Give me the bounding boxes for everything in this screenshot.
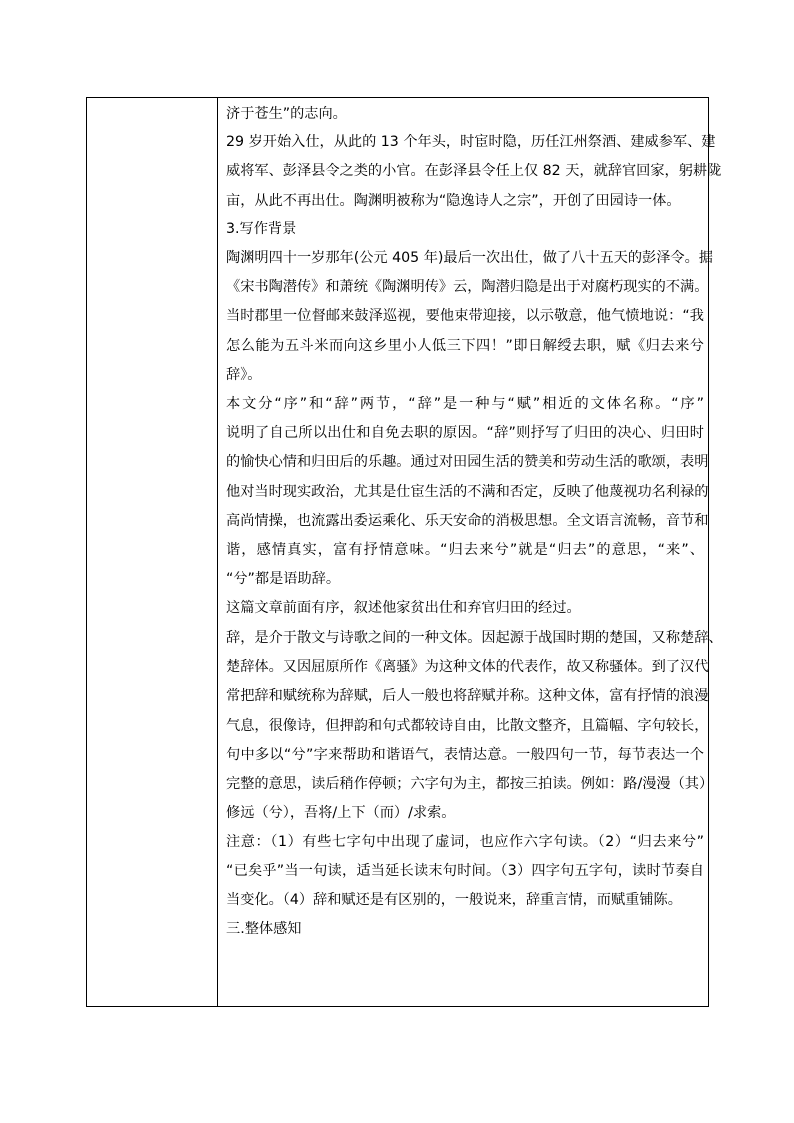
text-line: 当时郡里一位督邮来鼓泽巡视，要他束带迎接，以示敬意，他气愤地说：“我	[226, 308, 704, 324]
text-line: 高尚情操，也流露出委运乘化、乐天安命的消极思想。全文语言流畅，音节和	[226, 513, 709, 529]
text-line: 29 岁开始入仕，从此的 13 个年头，时宦时隐，历任江州祭酒、建威参军、建	[226, 134, 716, 150]
table-left-column	[87, 98, 218, 1006]
text-line: 怎么能为五斗米而向这乡里小人低三下四！”即日解绶去职，赋《归去来兮	[226, 338, 704, 354]
text-line: 这篇文章前面有序，叙述他家贫出仕和弃官归田的经过。	[226, 600, 581, 616]
text-line: 气息，很像诗，但押韵和句式都较诗自由，比散文整齐，且篇幅、字句较长，	[226, 718, 709, 734]
section-heading: 3.写作背景	[226, 221, 297, 237]
text-line: 《宋书陶潜传》和萧统《陶渊明传》云，陶潜归隐是出于对腐朽现实的不满。	[226, 279, 709, 295]
text-line: 辞》。	[226, 367, 262, 383]
text-line: “已矣乎”当一句读，适当延长读末句时间。（3）四字句五字句，读时节奏自	[226, 863, 704, 879]
text-line: 亩，从此不再出仕。陶渊明被称为“隐逸诗人之宗”，开创了田园诗一体。	[226, 193, 681, 209]
text-line: 陶渊明四十一岁那年(公元 405 年)最后一次出仕，做了八十五天的彭泽令。据	[226, 250, 713, 266]
text-line: 谐，感情真实，富有抒情意味。“归去来兮”就是“归去”的意思，“来”、	[226, 542, 704, 558]
text-line: 辞，是介于散文与诗歌之间的一种文体。因起源于战国时期的楚国，又称楚辞、	[226, 630, 723, 646]
text-line: “兮”都是语助辞。	[226, 571, 341, 587]
text-line: 威将军、彭泽县令之类的小官。在彭泽县令任上仅 82 天，就辞官回家，躬耕陇	[226, 163, 722, 179]
text-line: 常把辞和赋统称为辞赋，后人一般也将辞赋并称。这种文体，富有抒情的浪漫	[226, 688, 709, 704]
text-line: 济于苍生”的志向。	[226, 106, 347, 122]
text-line: 注意：（1）有些七字句中出现了虚词，也应作六字句读。（2）“归去来兮”	[226, 834, 704, 850]
text-line: 楚辞体。又因屈原所作《离骚》为这种文体的代表作，故又称骚体。到了汉代	[226, 659, 709, 675]
text-line: 本文分“序”和“辞”两节，“辞”是一种与“赋”相近的文体名称。“序”	[226, 396, 704, 412]
section-heading: 三.整体感知	[226, 921, 302, 937]
text-line: 完整的意思，读后稍作停顿；六字句为主，都按三拍读。例如：路/漫漫（其）	[226, 776, 714, 792]
content-table	[86, 97, 723, 1007]
text-line: 的愉快心情和归田后的乐趣。通过对田园生活的赞美和劳动生活的歌颂，表明	[226, 454, 709, 470]
table-right-column	[218, 98, 723, 1006]
text-line: 句中多以“兮”字来帮助和谐语气，表情达意。一般四句一节，每节表达一个	[226, 747, 704, 763]
text-line: 当变化。（4）辞和赋还是有区别的，一般说来，辞重言情，而赋重铺陈。	[226, 892, 682, 908]
text-line: 说明了自己所以出仕和自免去职的原因。“辞”则抒写了归田的决心、归田时	[226, 425, 704, 441]
text-line: 修远（兮），吾将/上下（而）/求索。	[226, 805, 456, 821]
text-line: 他对当时现实政治，尤其是仕宦生活的不满和否定，反映了他蔑视功名利禄的	[226, 484, 709, 500]
